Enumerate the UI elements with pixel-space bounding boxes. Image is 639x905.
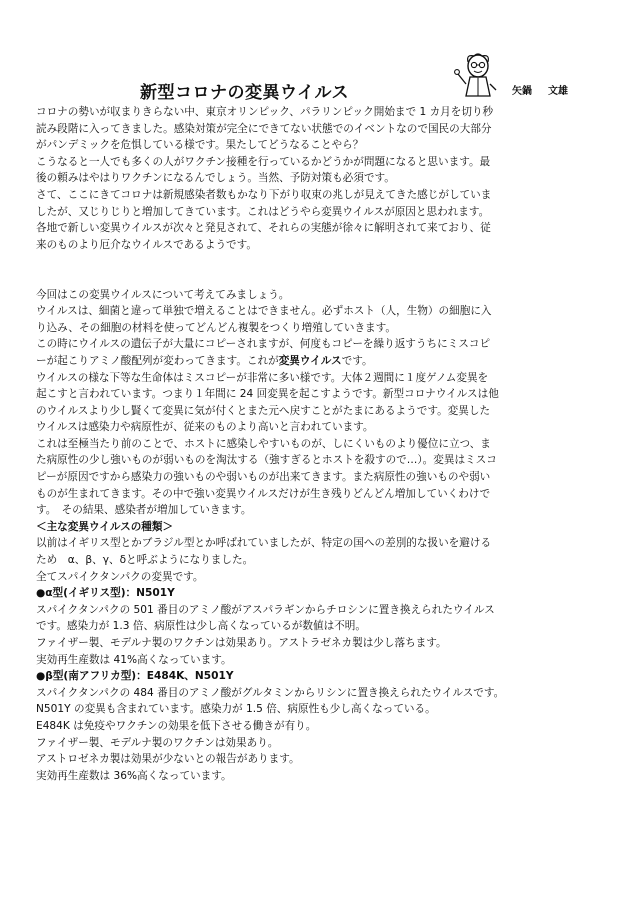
variant-types-intro: 以前はイギリス型とかブラジル型とか呼ばれていましたが、特定の国への差別的な扱いを避ける ため α、β、γ、δと呼ぶようになりました。 全てスパイクタンパクの変異です。: [36, 537, 492, 583]
alpha-variant-heading: ●α型(イギリス型)：N501Y: [36, 587, 175, 600]
author-family-name: 矢鍋: [512, 86, 532, 97]
intro-paragraph-3: さて、ここにきてコロナは新規感染者数もかなり下がり収束の兆しが見えてきた感じがしていま したが、又じりじりと増加してきています。これはどうやら変異ウイルスが原因と思われます。 各地で新しい変異ウイルスが次々と発見されて、それらの実態が徐々に解明されて来ており、従 来のものより厄介なウイルスであるようです。: [36, 188, 492, 251]
mutant-virus-emphasis: 変異ウイルス: [278, 354, 342, 367]
author-given-name: 文雄: [548, 86, 568, 97]
scientist-cartoon-icon: [452, 50, 504, 102]
explain-paragraph-5: これは至極当たり前のことで、ホストに感染しやすいものが、しにくいものより優位に立つ、ま た病原性の少し強いものが弱いものを淘汰する（強すぎるとホストを殺すので…）。変異はミスコ ピーが原因ですから感染力の強いものや弱いものが出来てきます。また病原性の強いものや弱い ものが生まれてきます。その中で強い変異ウイルスだけが生き残りどんどん増加していくわけで す。 その結果、感染者が増加していきます。: [36, 437, 497, 517]
beta-variant-heading: ●β型(南アフリカ型)：E484K、N501Y: [36, 670, 234, 683]
explain-paragraph-3-tail: です。: [341, 354, 373, 367]
beta-variant-text: スパイクタンパクの 484 番目のアミノ酸がグルタミンからリシンに置き換えられたウイルスです。 N501Y の変異も含まれています。感染力が 1.5 倍、病原性も少し高くなっている。 E484K は免疫やワクチンの効果を低下させる働きが有り。 ファイザー製、モデルナ製のワクチンは効果あり。 アストロゼネカ製は効果が少ないとの報告があります。 実効再生産数は 36%高くなっています。: [36, 686, 505, 782]
explain-paragraph-2: ウイルスは、細菌と違って単独で増えることはできません。必ずホスト（人，生物）の細胞に入 り込み、その細胞の材料を使ってどんどん複製をつくり増殖していきます。: [36, 305, 492, 334]
intro-paragraph-1: コロナの勢いが収まりきらない中、東京オリンピック、パラリンピック開始まで 1 カ月を切り秒 読み段階に入ってきました。感染対策が完全にできてない状態でのイベントなので国民の大部分 がパンデミックを危惧している様です。果たしてどうなることやら？: [36, 106, 494, 152]
explain-paragraph-4: ウイルスの様な下等な生命体はミスコピーが非常に多い様です。大体２週間に１度ゲノム変異を 起こすと言われています。つまり１年間に 24 回変異を起こすようです。新型コロナウイルスは他 のウイルスより少し賢くて変異に気が付くとまた元へ戻すことがたまにあるようです。変異した ウイルスは感染力や病原性が、従来のものより高いと言われています。: [36, 371, 499, 434]
explain-paragraph-3: [36, 336, 614, 369]
author-name: [512, 82, 568, 97]
explain-paragraph-1: 今回はこの変異ウイルスについて考えてみましょう。: [36, 288, 290, 301]
article-body: [36, 104, 614, 784]
alpha-variant-text: スパイクタンパクの 501 番目のアミノ酸がアスパラギンからチロシンに置き換えられたウイルス です。感染力が 1.3 倍、病原性は少し高くなっているが数値は不明。 ファイザー製、モデルナ製のワクチンは効果あり。アストラゼネカ製は少し落ちます。 実効再生産数は 41%高くなっています。: [36, 603, 495, 666]
page-title: 新型コロナの変異ウイルス: [140, 83, 349, 103]
intro-paragraph-2: こうなると一人でも多くの人がワクチン接種を行っているかどうかが問題になると思います。最 後の頼みはやはりワクチンになるんでしょう。当然、予防対策も必須です。: [36, 155, 491, 185]
variant-types-heading: ＜主な変異ウイルスの種類＞: [36, 520, 174, 533]
explain-paragraph-3-text: この時にウイルスの遺伝子が大量にコピーされますが、何度もコピーを繰り返すうちにミスコピ ーが起こりアミノ酸配列が変わってきます。これが: [36, 338, 491, 367]
